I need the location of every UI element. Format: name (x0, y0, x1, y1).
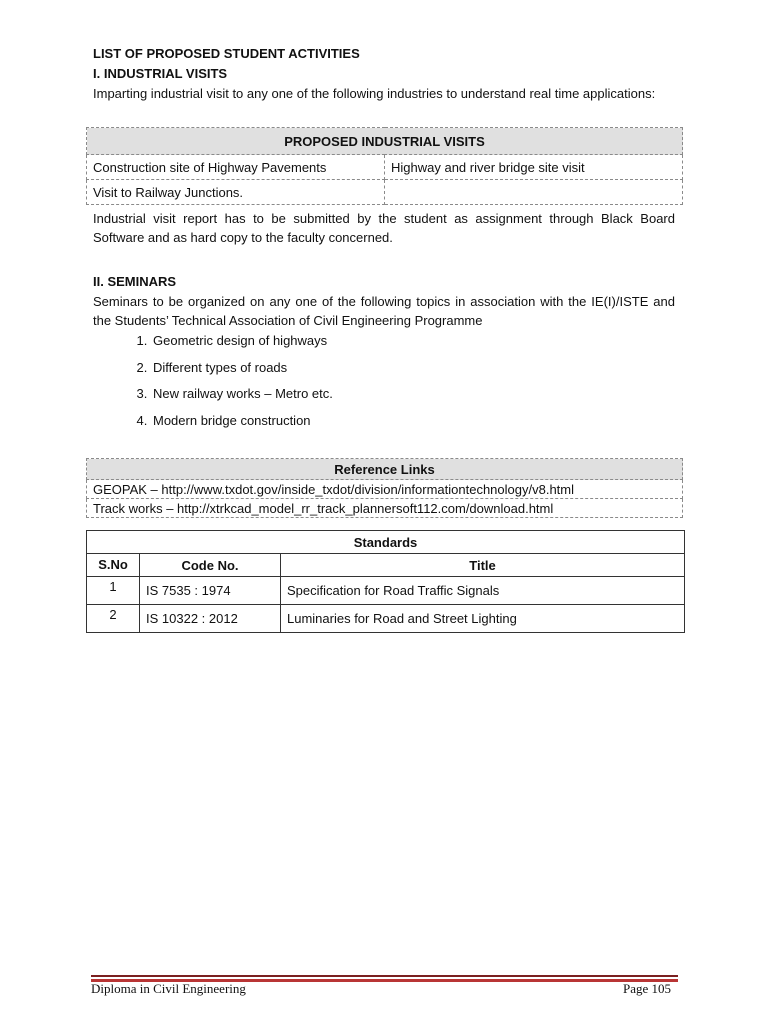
table-row (87, 155, 683, 180)
section-industrial-visits-title: I. INDUSTRIAL VISITS (93, 66, 228, 81)
industrial-visits-intro: Imparting industrial visit to any one of the following industries to understand real time applications: (93, 86, 656, 101)
table-cell: IS 7535 : 1974 (140, 577, 281, 605)
seminar-topics-list (93, 330, 675, 436)
column-header-sno: S.No (87, 554, 140, 577)
table-cell: Specification for Road Traffic Signals (281, 577, 685, 605)
table-row (87, 180, 683, 205)
table-cell (385, 180, 683, 205)
page-number: Page 105 (622, 981, 671, 996)
table-header-row (87, 554, 685, 577)
column-header-code: Code No. (140, 554, 281, 577)
list-item: 1. Geometric design of highways (151, 330, 675, 357)
table-cell: 1 (87, 577, 140, 605)
reference-links-table (86, 458, 683, 518)
industrial-visits-table (86, 127, 683, 205)
standards-table (86, 530, 685, 633)
list-item: 4. Modern bridge construction (151, 410, 675, 437)
activities-header (93, 44, 675, 103)
table-cell: Visit to Railway Junctions. (87, 180, 385, 205)
visit-report-note: Industrial visit report has to be submitted by the student as assignment through Black Board Software and as hard copy to the faculty concerned. (93, 211, 675, 245)
footer-course-name: Diploma in Civil Engineering (91, 981, 246, 996)
table-row (87, 499, 683, 518)
table-cell: Highway and river bridge site visit (385, 155, 683, 180)
table-row (87, 577, 685, 605)
reference-link: GEOPAK – http://www.txdot.gov/inside_txdot/division/informationtechnology/v8.html (87, 480, 683, 499)
list-item: 3. New railway works – Metro etc. (151, 383, 675, 410)
table-row (87, 605, 685, 633)
list-item: 2. Different types of roads (151, 357, 675, 384)
seminars-intro: Seminars to be organized on any one of the following topics in association with the IE(I)/ISTE and the Students’ Technical Association of Civil Engineering Programme (93, 294, 675, 328)
seminars-section (93, 272, 675, 436)
industrial-visits-table-header: PROPOSED INDUSTRIAL VISITS (87, 128, 683, 155)
standards-caption: Standards (87, 531, 685, 554)
seminars-title: II. SEMINARS (93, 274, 177, 289)
table-cell: IS 10322 : 2012 (140, 605, 281, 633)
column-header-title: Title (281, 554, 685, 577)
list-title: LIST OF PROPOSED STUDENT ACTIVITIES (93, 46, 360, 61)
table-cell: Luminaries for Road and Street Lighting (281, 605, 685, 633)
reference-link: Track works – http://xtrkcad_model_rr_track_plannersoft112.com/download.html (87, 499, 683, 518)
table-row (87, 480, 683, 499)
table-cell: Construction site of Highway Pavements (87, 155, 385, 180)
table-cell: 2 (87, 605, 140, 633)
reference-links-header: Reference Links (87, 459, 683, 480)
